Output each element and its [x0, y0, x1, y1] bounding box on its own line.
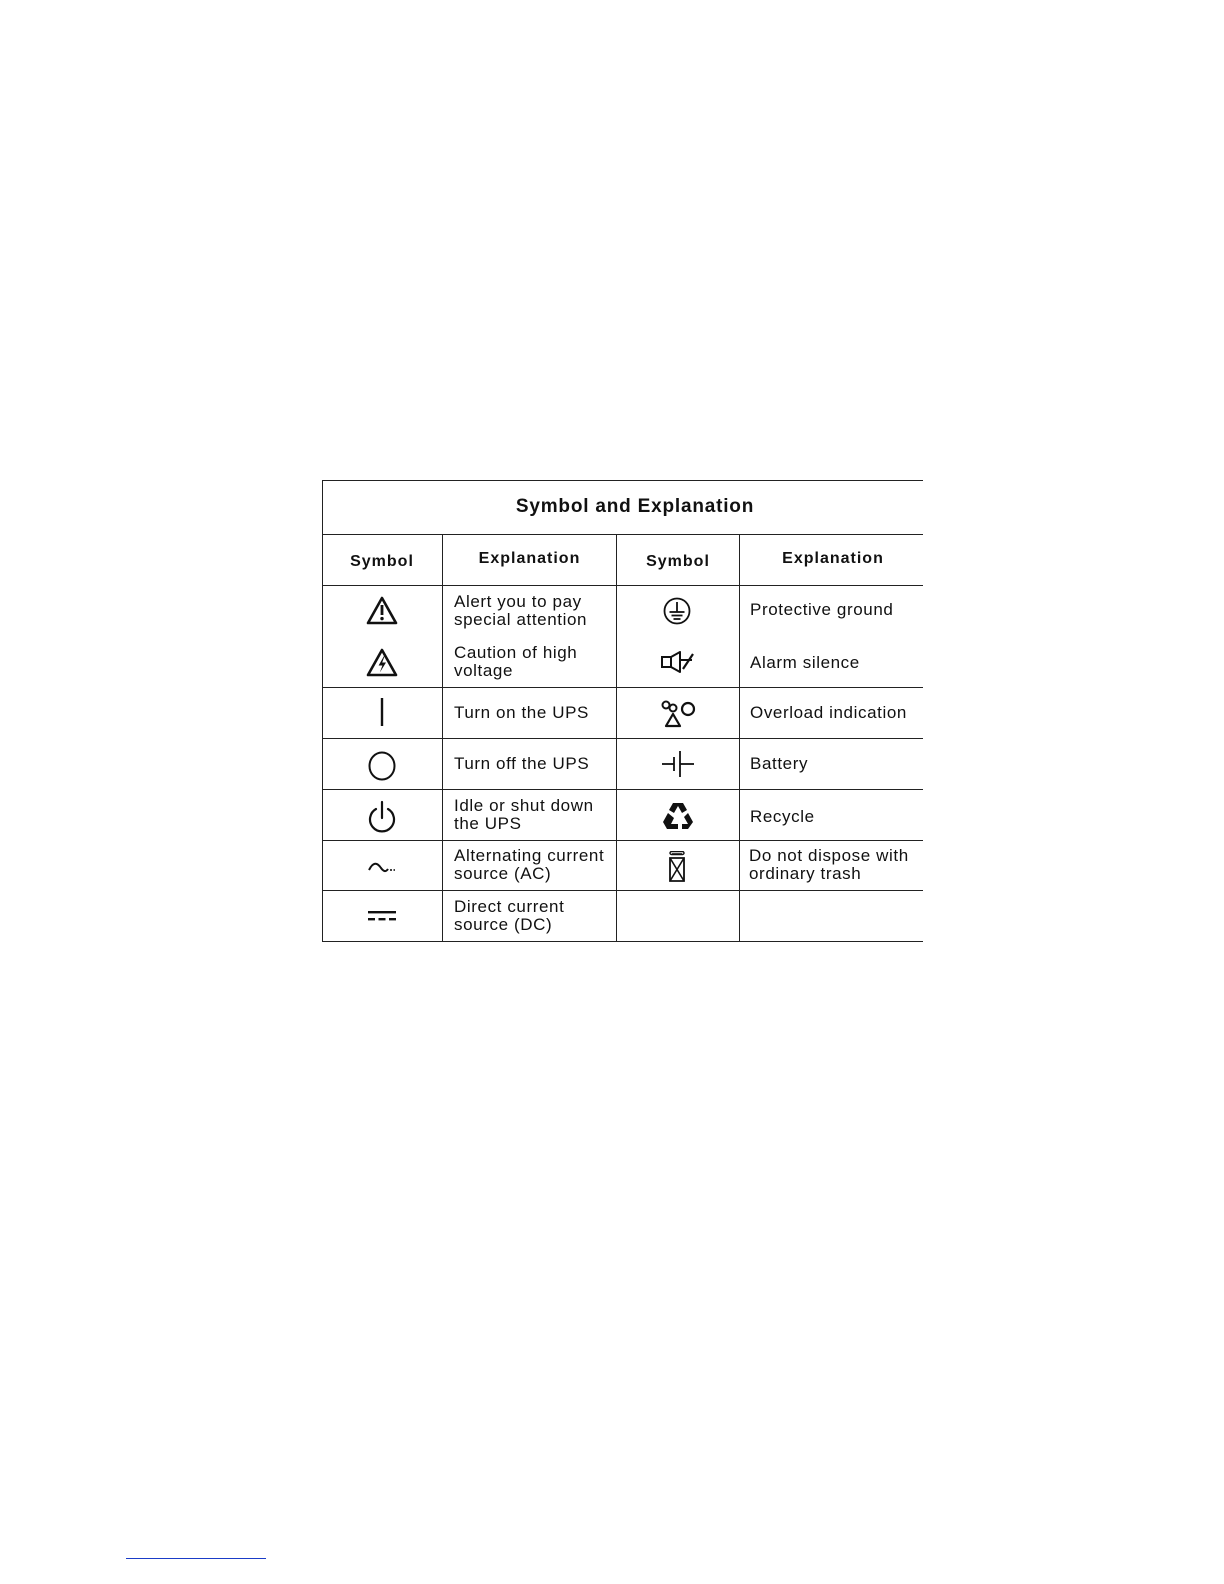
protective-ground-icon [663, 597, 691, 625]
column-divider [616, 534, 617, 942]
recycle-icon [662, 801, 694, 831]
column-divider [739, 534, 740, 942]
header-explanation-left: Explanation [478, 550, 581, 567]
explanation-cell: Idle or shut down the UPS [454, 795, 594, 833]
no-trash-icon [667, 851, 687, 883]
explanation-cell: Direct current source (DC) [454, 896, 565, 934]
explanation-cell: Battery [750, 753, 809, 773]
explanation-cell: Alert you to pay special attention [454, 592, 588, 629]
ac-icon [368, 862, 396, 874]
explanation-cell: Protective ground [750, 600, 894, 619]
explanation-cell: Turn on the UPS [454, 702, 589, 722]
overload-icon [660, 700, 696, 728]
header-symbol-left: Symbol [350, 553, 414, 570]
high-voltage-icon [366, 648, 398, 677]
column-divider [442, 534, 443, 942]
power-on-icon [380, 698, 384, 726]
warning-icon [366, 596, 398, 625]
symbol-table [322, 480, 923, 942]
standby-icon [367, 800, 397, 835]
table-border-bottom [322, 941, 923, 942]
explanation-cell: Alternating current source (AC) [454, 846, 605, 883]
table-title: Symbol and Explanation [515, 496, 755, 517]
power-off-icon [368, 751, 396, 781]
explanation-cell: Turn off the UPS [454, 753, 590, 773]
dc-icon [367, 909, 397, 923]
alarm-silence-icon [661, 651, 695, 673]
explanation-cell: Do not dispose with ordinary trash [749, 846, 909, 883]
explanation-cell: Alarm silence [750, 653, 860, 672]
battery-icon [661, 750, 695, 778]
footnote-separator [126, 1558, 266, 1559]
header-explanation-right: Explanation [782, 550, 884, 567]
header-symbol-right: Symbol [646, 553, 710, 570]
explanation-cell: Recycle [750, 806, 815, 826]
row-divider [322, 890, 923, 891]
row-divider [322, 789, 923, 790]
explanation-cell: Caution of high voltage [454, 643, 578, 680]
explanation-cell: Overload indication [750, 702, 907, 722]
